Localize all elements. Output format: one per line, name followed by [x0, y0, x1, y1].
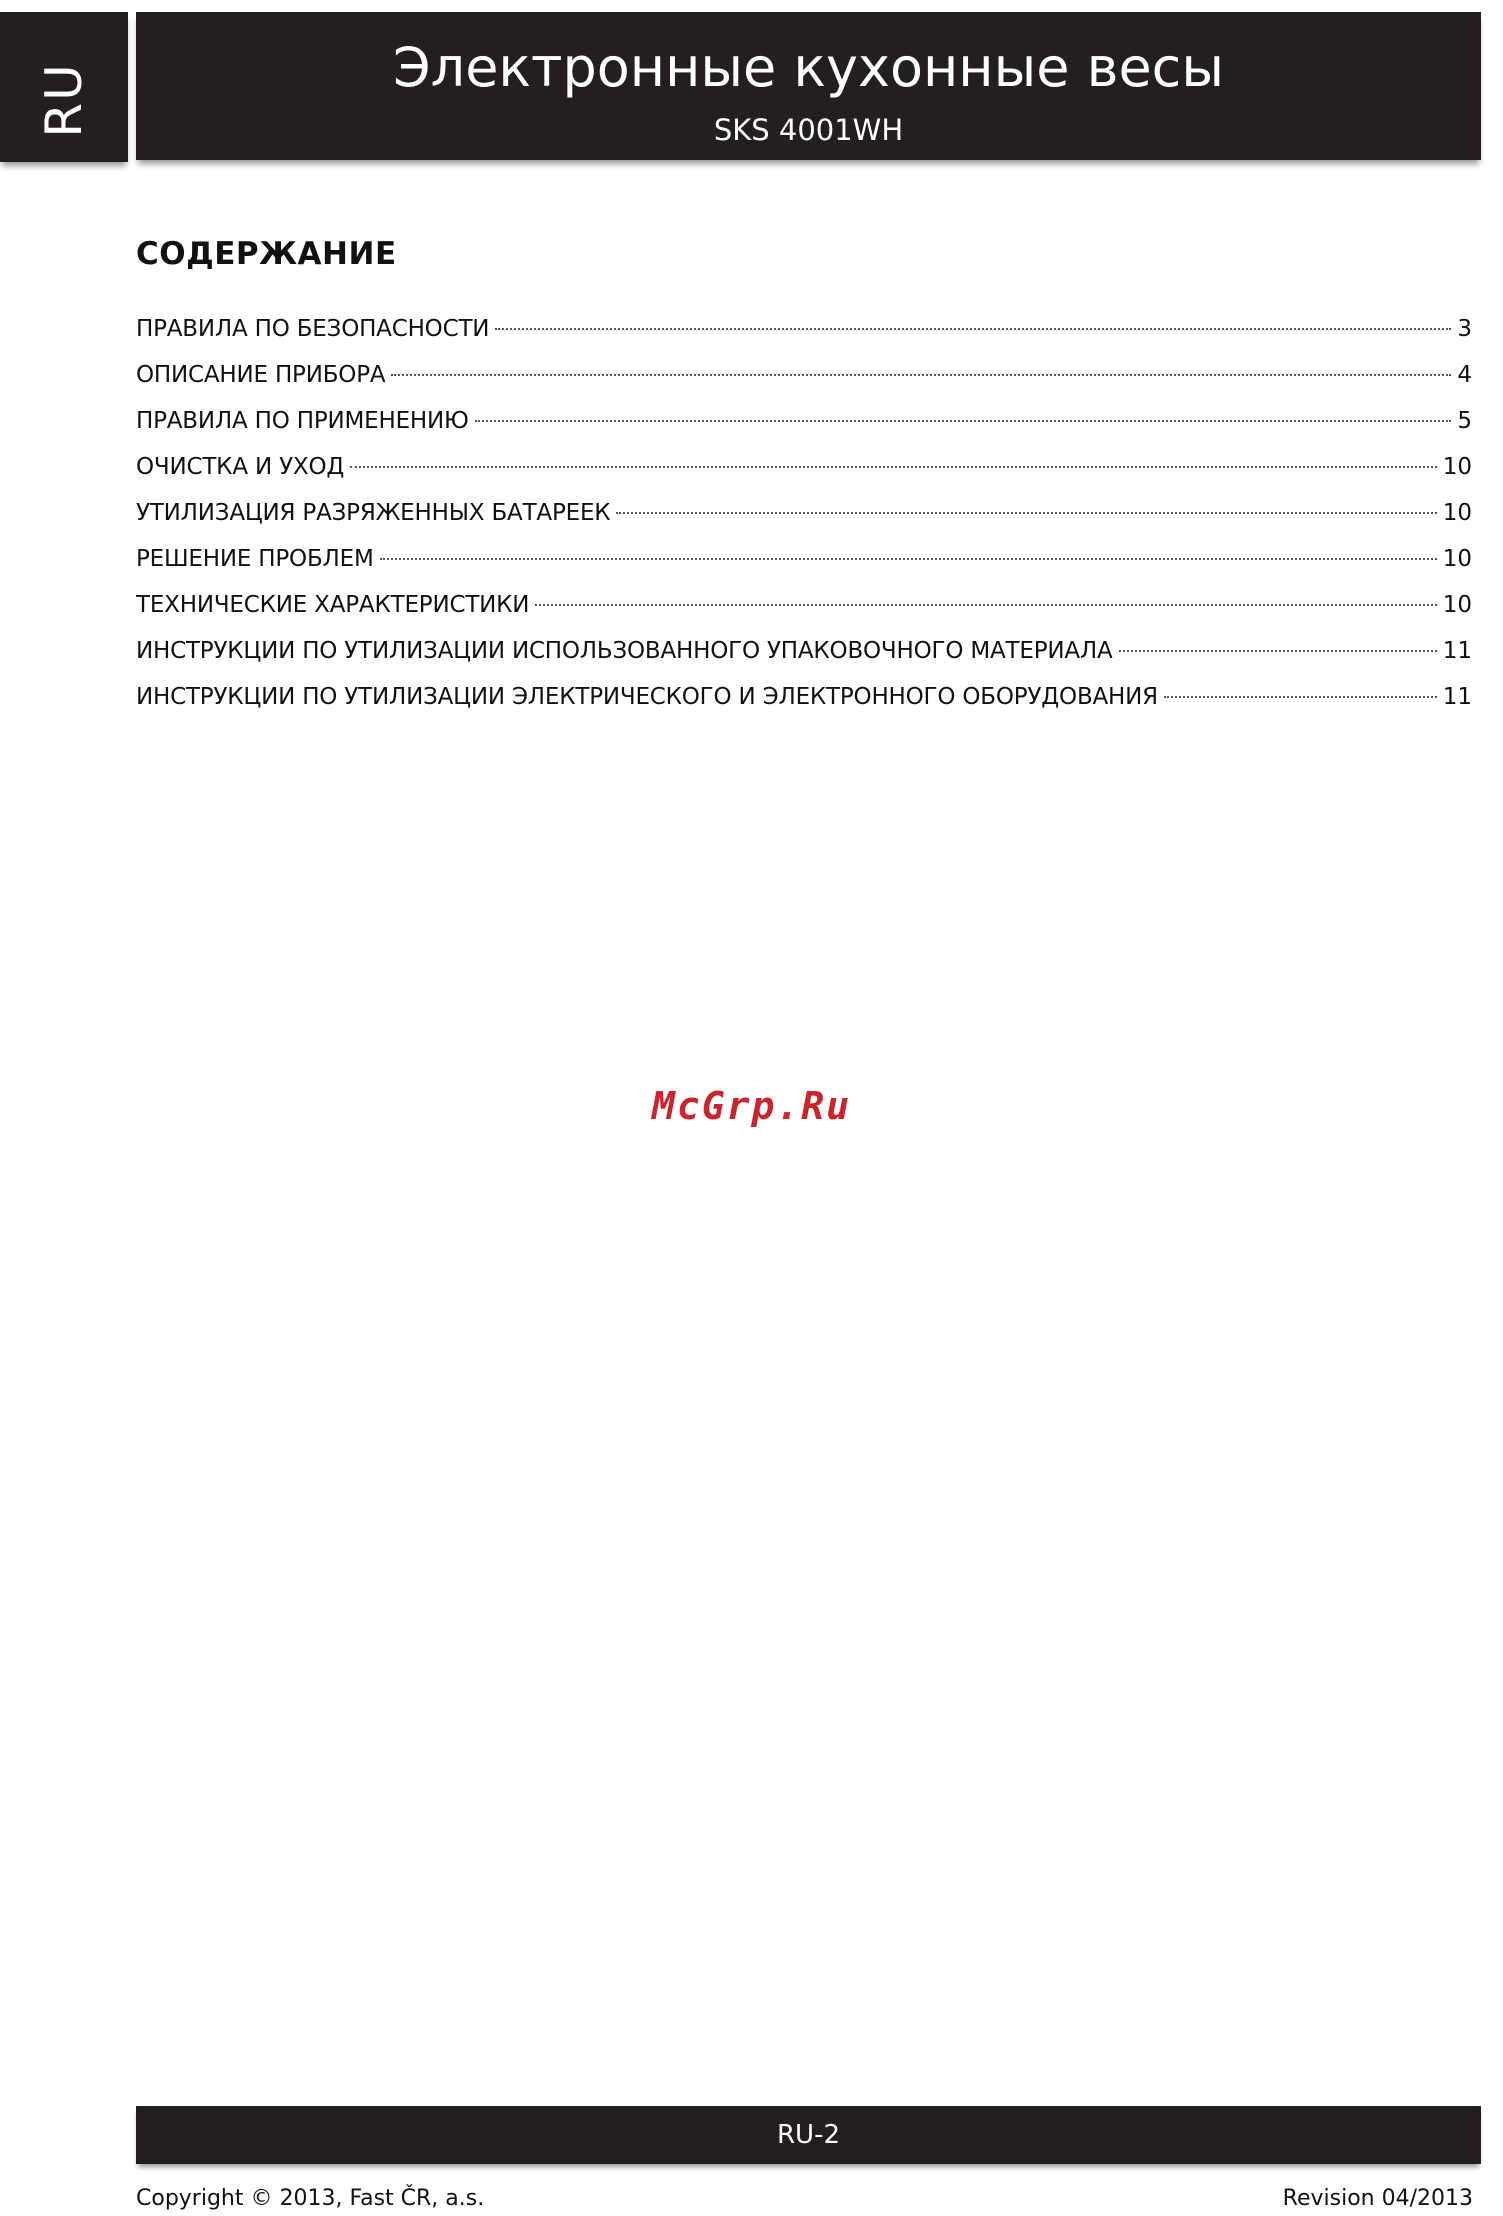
toc-list	[136, 306, 1472, 720]
toc-entry-page: 10	[1442, 500, 1472, 526]
toc-entry[interactable]	[136, 674, 1472, 720]
document-title: Электронные кухонные весы	[392, 36, 1225, 99]
page-number: RU-2	[776, 2120, 841, 2150]
toc-entry[interactable]	[136, 444, 1472, 490]
toc-entry-page: 11	[1442, 684, 1472, 710]
footer-bar	[136, 2106, 1481, 2164]
toc-leader-dots	[350, 466, 1437, 468]
model-number: SKS 4001WH	[713, 113, 904, 147]
toc-entry-title: ИНСТРУКЦИИ ПО УТИЛИЗАЦИИ ИСПОЛЬЗОВАННОГО УПАКОВОЧНОГО МАТЕРИАЛА	[136, 638, 1113, 664]
toc-entry[interactable]	[136, 490, 1472, 536]
toc-entry-title: ПРАВИЛА ПО БЕЗОПАСНОСТИ	[136, 316, 490, 342]
toc-entry[interactable]	[136, 628, 1472, 674]
toc-heading: СОДЕРЖАНИЕ	[136, 236, 397, 272]
toc-leader-dots	[1119, 650, 1437, 652]
language-tab	[0, 12, 128, 162]
toc-leader-dots	[380, 558, 1437, 560]
toc-entry-page: 3	[1457, 316, 1472, 342]
toc-entry-page: 10	[1442, 546, 1472, 572]
toc-entry-title: ИНСТРУКЦИИ ПО УТИЛИЗАЦИИ ЭЛЕКТРИЧЕСКОГО И ЭЛЕКТРОННОГО ОБОРУДОВАНИЯ	[136, 684, 1158, 710]
toc-entry-page: 10	[1442, 592, 1472, 618]
toc-entry-page: 4	[1457, 362, 1472, 388]
header-bar	[136, 12, 1481, 160]
toc-entry[interactable]	[136, 536, 1472, 582]
watermark-text: McGrp.Ru	[651, 1084, 852, 1128]
toc-entry[interactable]	[136, 352, 1472, 398]
toc-entry[interactable]	[136, 398, 1472, 444]
toc-entry[interactable]	[136, 306, 1472, 352]
toc-entry-title: ПРАВИЛА ПО ПРИМЕНЕНИЮ	[136, 408, 469, 434]
language-tab-label: RU	[35, 62, 93, 138]
toc-leader-dots	[495, 328, 1451, 330]
toc-entry-title: ОПИСАНИЕ ПРИБОРА	[136, 362, 386, 388]
copyright-notice: Copyright © 2013, Fast ČR, a.s.	[136, 2186, 485, 2211]
toc-leader-dots	[475, 420, 1452, 422]
toc-entry-page: 10	[1442, 454, 1472, 480]
toc-leader-dots	[535, 604, 1436, 606]
revision-label: Revision 04/2013	[1282, 2186, 1473, 2211]
toc-entry[interactable]	[136, 582, 1472, 628]
toc-entry-title: ТЕХНИЧЕСКИЕ ХАРАКТЕРИСТИКИ	[136, 592, 530, 618]
toc-leader-dots	[1164, 696, 1437, 698]
toc-entry-title: РЕШЕНИЕ ПРОБЛЕМ	[136, 546, 374, 572]
toc-entry-page: 11	[1442, 638, 1472, 664]
toc-leader-dots	[616, 512, 1436, 514]
toc-entry-title: УТИЛИЗАЦИЯ РАЗРЯЖЕННЫХ БАТАРЕЕК	[136, 500, 611, 526]
toc-entry-title: ОЧИСТКА И УХОД	[136, 454, 345, 480]
toc-entry-page: 5	[1457, 408, 1472, 434]
toc-leader-dots	[391, 374, 1451, 376]
